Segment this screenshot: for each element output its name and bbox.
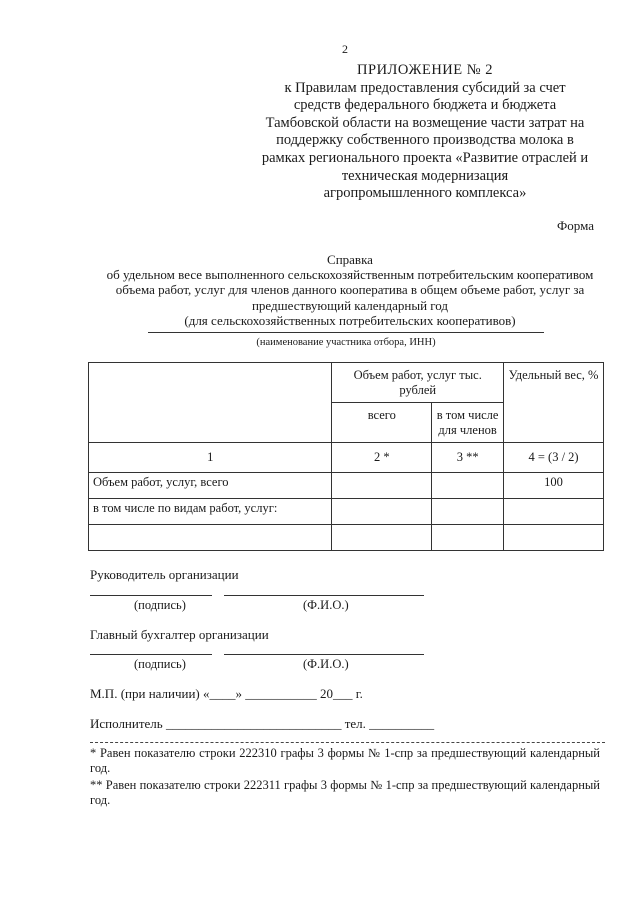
participant-name-caption: (наименование участника отбора, ИНН) — [256, 337, 436, 348]
stamp-date-line: М.П. (при наличии) «____» ___________ 20___ г. — [90, 686, 363, 701]
accountant-sign-line[interactable] — [90, 654, 212, 655]
accountant-name-line[interactable] — [224, 654, 424, 655]
header-members: в том числе для членов — [432, 403, 504, 443]
page-number: 2 — [342, 42, 348, 56]
accountant-name-caption: (Ф.И.О.) — [303, 657, 349, 671]
cell-total[interactable] — [332, 525, 432, 551]
certificate-line: объема работ, услуг для членов данного кооператива в общем объеме работ, услуг за — [115, 282, 585, 298]
certificate-heading — [80, 252, 620, 328]
header-volume: Объем работ, услуг тыс. рублей — [332, 363, 504, 403]
appendix-line: Тамбовской области на возмещение части затрат на — [265, 114, 585, 131]
cell-total[interactable] — [332, 473, 432, 499]
header-total: всего — [332, 403, 432, 443]
accountant-label: Главный бухгалтер организации — [90, 627, 269, 642]
cell-share[interactable] — [504, 499, 604, 525]
table-header-row — [89, 363, 604, 403]
row-label: в том числе по видам работ, услуг: — [89, 499, 332, 525]
column-number: 3 ** — [432, 443, 504, 473]
form-label: Форма — [557, 218, 594, 233]
data-table — [88, 362, 604, 551]
column-number: 2 * — [332, 443, 432, 473]
certificate-line: предшествующий календарный год — [251, 297, 449, 313]
header-empty-cell — [89, 363, 332, 443]
certificate-title: Справка — [327, 252, 373, 267]
head-name-caption: (Ф.И.О.) — [303, 598, 349, 612]
appendix-line: рамках регионального проекта «Развитие отраслей и — [261, 149, 589, 166]
appendix-line: к Правилам предоставления субсидий за счет — [284, 79, 566, 96]
row-label: Объем работ, услуг, всего — [89, 473, 332, 499]
cell-share[interactable] — [504, 525, 604, 551]
cell-share[interactable]: 100 — [504, 473, 604, 499]
table-row — [89, 473, 604, 499]
head-sign-line[interactable] — [90, 595, 212, 596]
executor-line: Исполнитель ___________________________ тел. __________ — [90, 716, 435, 731]
appendix-line: агропромышленного комплекса» — [323, 185, 527, 202]
participant-name-line[interactable] — [148, 332, 544, 333]
cell-members[interactable] — [432, 473, 504, 499]
column-number: 4 = (3 / 2) — [504, 443, 604, 473]
certificate-line: (для сельскохозяйственных потребительских кооперативов) — [184, 312, 516, 328]
column-number-row — [89, 443, 604, 473]
header-share: Удельный вес, % — [504, 363, 604, 443]
certificate-line: об удельном весе выполненного сельскохозяйственным потребительским кооперативом — [106, 267, 594, 283]
table-row — [89, 499, 604, 525]
footnote-separator — [90, 742, 605, 743]
row-label[interactable] — [89, 525, 332, 551]
head-name-line[interactable] — [224, 595, 424, 596]
table-row — [89, 525, 604, 551]
appendix-header — [260, 62, 590, 203]
accountant-sign-caption: (подпись) — [134, 657, 186, 671]
cell-members[interactable] — [432, 499, 504, 525]
appendix-line: средств федерального бюджета и бюджета — [293, 97, 557, 114]
footnote-1: * Равен показателю строки 222310 графы 3 формы № 1-спр за предшествующий календарный год. — [90, 746, 600, 775]
cell-total[interactable] — [332, 499, 432, 525]
appendix-title: ПРИЛОЖЕНИЕ № 2 — [357, 62, 493, 78]
appendix-line: техническая модернизация — [341, 167, 509, 184]
footnote-2: ** Равен показателю строки 222311 графы 3 формы № 1-спр за предшествующий календарный год. — [90, 778, 600, 807]
cell-members[interactable] — [432, 525, 504, 551]
head-label: Руководитель организации — [90, 567, 239, 582]
appendix-line: поддержку собственного производства молока в — [276, 132, 574, 149]
column-number: 1 — [89, 443, 332, 473]
head-sign-caption: (подпись) — [134, 598, 186, 612]
